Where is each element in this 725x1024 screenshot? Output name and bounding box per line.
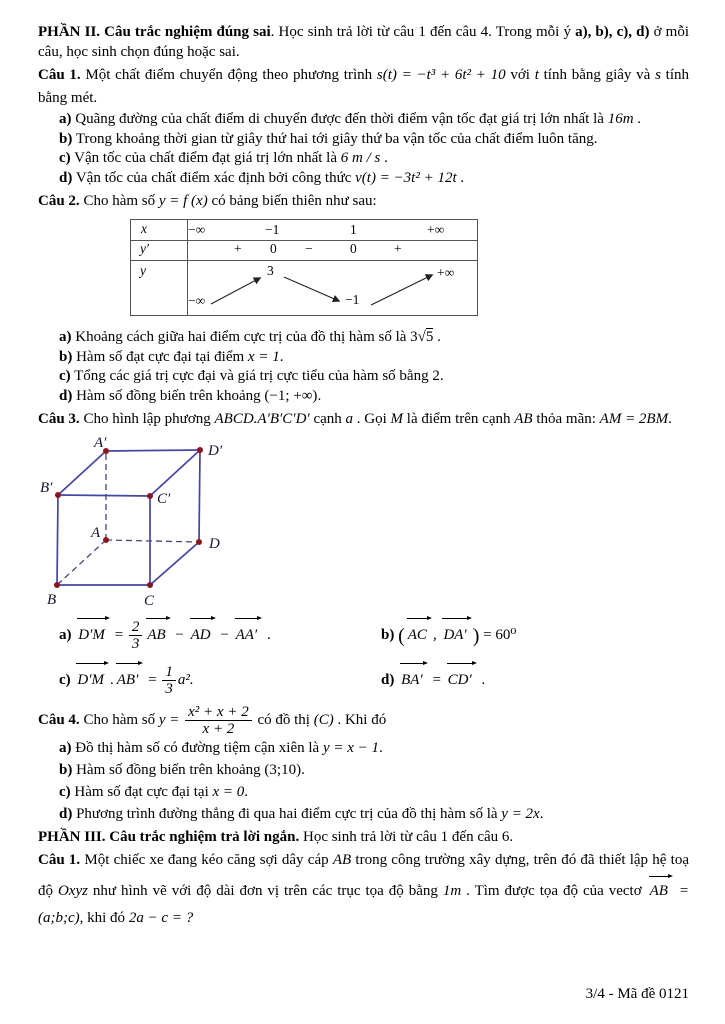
text-run: . — [456, 169, 465, 186]
item-label: c) — [59, 150, 71, 166]
part3-q1 — [38, 847, 689, 932]
item-label: a) — [59, 739, 72, 756]
fraction — [129, 619, 143, 652]
y-limit-left: −∞ — [188, 293, 206, 308]
item-label: b) — [381, 627, 399, 643]
vector: D′M — [75, 661, 109, 695]
item-label: d) — [59, 387, 73, 404]
cube-drawing — [38, 434, 243, 612]
text-run: . Học sinh trả lời từ câu 1 đến câu 4. Trong mỗi ý — [270, 24, 576, 40]
y-max-value: 3 — [267, 263, 274, 278]
yprime-sign: − — [305, 241, 313, 256]
vertex-label-d: D — [209, 536, 220, 552]
q1-formula: s(t) = −t³ + 6t² + 10 — [376, 67, 506, 83]
text-run-bold: a), b), c), d) — [575, 24, 650, 40]
text-run: Cho hình lập phương — [79, 411, 215, 427]
arrow-up-icon — [211, 278, 260, 304]
text-run: . Tìm được tọa độ của vectơ — [461, 882, 647, 899]
item-label: a) — [59, 329, 72, 345]
q1-item-a — [38, 110, 689, 130]
q2-item-d — [38, 387, 689, 407]
text-run: . Khi đó — [333, 711, 387, 728]
sqrt-icon: √ — [417, 329, 426, 345]
q2-intro — [38, 191, 689, 211]
math-run: 2a − c = ? — [128, 909, 194, 926]
text-run: − — [171, 627, 188, 643]
cube-figure — [38, 434, 689, 612]
text-run: = — [110, 627, 127, 643]
math-run: t — [534, 67, 539, 83]
text-run: là điểm trên cạnh — [403, 411, 515, 427]
text-run: Khoảng cách giữa hai điểm cực trị của đồ thị hàm số là — [71, 329, 411, 345]
numerator: 1 — [165, 664, 173, 681]
row-label-x: x — [141, 221, 147, 236]
text-run: = — [428, 672, 445, 689]
vertex-label-c-prime: C′ — [157, 491, 171, 507]
item-label: a) — [59, 111, 72, 127]
text-run: với — [505, 67, 535, 83]
vector: AB′ — [115, 661, 144, 695]
vector: AD — [189, 616, 216, 650]
math-run: 1m — [442, 882, 462, 899]
row-label-yprime: y′ — [140, 241, 149, 256]
q3-option-b — [381, 616, 689, 652]
text-run: Một chất điểm chuyển động theo phương trình — [80, 67, 377, 83]
text-run: Hàm số đồng biến trên khoảng — [72, 761, 265, 778]
q4-item-d — [38, 803, 689, 825]
numerator: x² + x + 2 — [188, 703, 249, 720]
x-value: −∞ — [188, 222, 206, 237]
math-run: y = — [158, 711, 184, 728]
item-label: c) — [59, 368, 71, 384]
text-run: Phương trình đường thẳng đi qua hai điểm cực trị của đồ thị hàm số là — [72, 805, 502, 822]
q3-intro — [38, 409, 689, 430]
arrow-up-icon — [371, 275, 432, 305]
y-min-value: −1 — [345, 292, 360, 307]
text-run: = — [144, 672, 161, 689]
text-run: , — [432, 627, 441, 643]
math-run: a². — [177, 672, 194, 689]
item-label: c) — [59, 783, 71, 800]
text-run: . — [668, 411, 672, 427]
variation-table — [130, 219, 478, 316]
math-run: AB — [514, 411, 533, 427]
math-run: Oxyz — [57, 882, 88, 899]
fraction — [185, 704, 252, 737]
q2-item-a — [38, 328, 689, 348]
item-label: a) — [59, 627, 76, 643]
math-run: AB — [332, 851, 352, 868]
vertex-label-c: C — [144, 593, 155, 609]
vertex-label-b-prime: B′ — [40, 480, 53, 496]
q1-label: Câu 1. — [38, 67, 81, 83]
text-run: Hàm số đồng biến trên khoảng — [72, 387, 265, 404]
text-run: Cho hàm số — [79, 193, 159, 209]
sqrt-argument: 5 — [425, 329, 434, 345]
yprime-sign: 0 — [270, 241, 277, 256]
denominator: x + 2 — [185, 720, 252, 737]
math-run: a — [345, 411, 354, 427]
x-value: +∞ — [427, 222, 445, 237]
q3-option-d — [381, 661, 689, 697]
page-number: 3/4 - Mã đề 0121 — [585, 986, 689, 1002]
text-run: Vận tốc của chất điểm xác định bởi công thức — [72, 169, 356, 186]
text-run: . — [110, 672, 114, 689]
open-paren: ( — [398, 625, 405, 647]
vertex-label-b: B — [47, 592, 57, 608]
q1-item-d — [38, 169, 689, 189]
math-run: y = 2x — [501, 805, 540, 822]
q4-item-b — [38, 759, 689, 781]
math-run: y = f (x) — [158, 193, 208, 209]
item-label: d) — [59, 805, 73, 822]
text-run: Vận tốc của chất điểm đạt giá trị lớn nhất là — [70, 150, 341, 166]
q4-label: Câu 4. — [38, 711, 80, 728]
text-run: Đồ thị hàm số có đường tiệm cận xiên là — [71, 739, 323, 756]
text-run: . — [539, 805, 544, 822]
text-run: . — [263, 627, 271, 643]
yprime-sign: + — [234, 241, 242, 256]
math-run: (3;10) — [264, 761, 302, 778]
denominator: 3 — [162, 680, 176, 697]
vertex-label-a-prime: A′ — [94, 435, 107, 451]
text-run: , khi đó — [79, 909, 129, 926]
math-run: s — [655, 67, 661, 83]
item-label: d) — [381, 672, 399, 689]
close-paren: ) — [472, 625, 480, 647]
item-label: b) — [59, 348, 73, 365]
x-value: 1 — [350, 222, 357, 237]
text-run: như hình vẽ với độ dài đơn vị trên các trục tọa độ bằng — [87, 882, 443, 899]
q4-item-a — [38, 737, 689, 759]
text-run: thỏa mãn: — [532, 411, 600, 427]
q4-item-c — [38, 781, 689, 803]
fraction — [162, 664, 176, 697]
part3-title: PHẦN III. Câu trắc nghiệm trả lời ngắn. — [38, 828, 300, 845]
text-run: Trong khoảng thời gian từ giây thứ hai tới giây thứ ba vận tốc của chất điểm luôn tăng. — [72, 130, 598, 147]
text-run: . — [244, 783, 249, 800]
text-run: ở mỗi câu, học sinh chọn đúng hoặc sai. — [38, 24, 689, 60]
q4-intro — [38, 704, 689, 737]
text-run: Hàm số đạt cực đại tại điểm — [72, 348, 248, 365]
text-run: tính bằng giây và — [538, 67, 656, 83]
math-run: AM = 2BM — [599, 411, 669, 427]
vector: AB — [145, 616, 170, 650]
vector: DA′ — [441, 616, 471, 650]
item-label: c) — [59, 672, 75, 689]
y-limit-right: +∞ — [437, 265, 455, 280]
text-run: . Gọi — [353, 411, 391, 427]
denominator: 3 — [129, 635, 143, 652]
text-run: Học sinh trả lời từ câu 1 đến câu 6. — [299, 828, 514, 845]
text-run: tính bằng mét. — [38, 67, 689, 106]
vector: CD′ — [446, 661, 477, 695]
text-run: Hàm số đạt cực đại tại — [70, 783, 213, 800]
item-label: d) — [59, 169, 73, 186]
text-run: Tổng các giá trị cực đại và giá trị cực tiểu của hàm số bằng 2. — [70, 368, 444, 384]
text-run: . — [379, 739, 383, 756]
text-run: . — [279, 348, 284, 365]
q1-item-b — [38, 130, 689, 150]
text-run: Cho hàm số — [79, 711, 159, 728]
yprime-sign: 0 — [350, 241, 357, 256]
math-run: 6 m / s — [340, 150, 381, 166]
arrow-down-icon — [284, 277, 339, 301]
variation-arrows — [131, 220, 479, 316]
text-run: . — [433, 329, 441, 345]
x-value: −1 — [265, 222, 280, 237]
text-run: Một chiếc xe đang kéo căng sợi dây cáp — [80, 851, 333, 868]
q1-item-c — [38, 149, 689, 169]
vector: BA′ — [399, 661, 428, 695]
q2-label: Câu 2. — [38, 193, 80, 209]
vertex-label-a: A — [91, 525, 101, 541]
text-run: . — [477, 672, 486, 689]
math-run: 16m — [607, 111, 634, 127]
text-run: có đồ thị — [253, 711, 314, 728]
q2-item-b — [38, 348, 689, 368]
math-run: (C) — [313, 711, 334, 728]
vector: D′M — [76, 616, 110, 650]
text-run: Quãng đường của chất điểm di chuyển được đến thời điểm vận tốc đạt giá trị lớn nhất là — [71, 111, 608, 127]
cube-solid-edges — [57, 450, 200, 585]
math-run: y = x − 1 — [322, 739, 379, 756]
math-run: v(t) = −3t² + 12t — [355, 169, 457, 186]
vector: AB — [648, 874, 673, 905]
q1-intro — [38, 64, 689, 110]
math-run: (−1; +∞) — [264, 387, 318, 404]
part3-header — [38, 827, 689, 847]
q3-option-a — [59, 616, 381, 652]
text-run: . — [301, 761, 305, 778]
item-label: b) — [59, 130, 73, 147]
text-run: . — [380, 150, 388, 166]
row-label-y: y — [140, 263, 146, 278]
part2-title: PHẦN II. Câu trắc nghiệm đúng sai — [38, 24, 271, 40]
part3-q1-label: Câu 1. — [38, 851, 81, 868]
math-run: ABCD.A′B′C′D′ — [214, 411, 310, 427]
q3-label: Câu 3. — [38, 411, 80, 427]
text-run: = 60⁰ — [479, 627, 517, 643]
math-run: x = 0 — [212, 783, 245, 800]
sqrt-coefficient: 3 — [410, 329, 418, 345]
yprime-sign: + — [394, 241, 402, 256]
vertex-label-d-prime: D′ — [208, 443, 223, 459]
q2-item-c — [38, 367, 689, 387]
part2-header — [38, 22, 689, 62]
math-run: M — [390, 411, 404, 427]
math-run: x = 1 — [247, 348, 280, 365]
vector: AC — [406, 616, 432, 650]
text-run: cạnh — [309, 411, 346, 427]
q3-option-c — [59, 661, 381, 697]
text-run: − — [216, 627, 233, 643]
text-run: trong công trường xây dựng, trên đó đã thiết lập hệ toạ độ — [38, 851, 689, 899]
text-run: . — [633, 111, 642, 127]
text-run: . — [317, 387, 322, 404]
item-label: b) — [59, 761, 73, 778]
math-run: = (a;b;c) — [38, 882, 690, 926]
text-run: có bảng biến thiên như sau: — [207, 193, 377, 209]
numerator: 2 — [131, 618, 140, 635]
q3-options — [38, 616, 689, 698]
vector: AA′ — [234, 616, 263, 650]
